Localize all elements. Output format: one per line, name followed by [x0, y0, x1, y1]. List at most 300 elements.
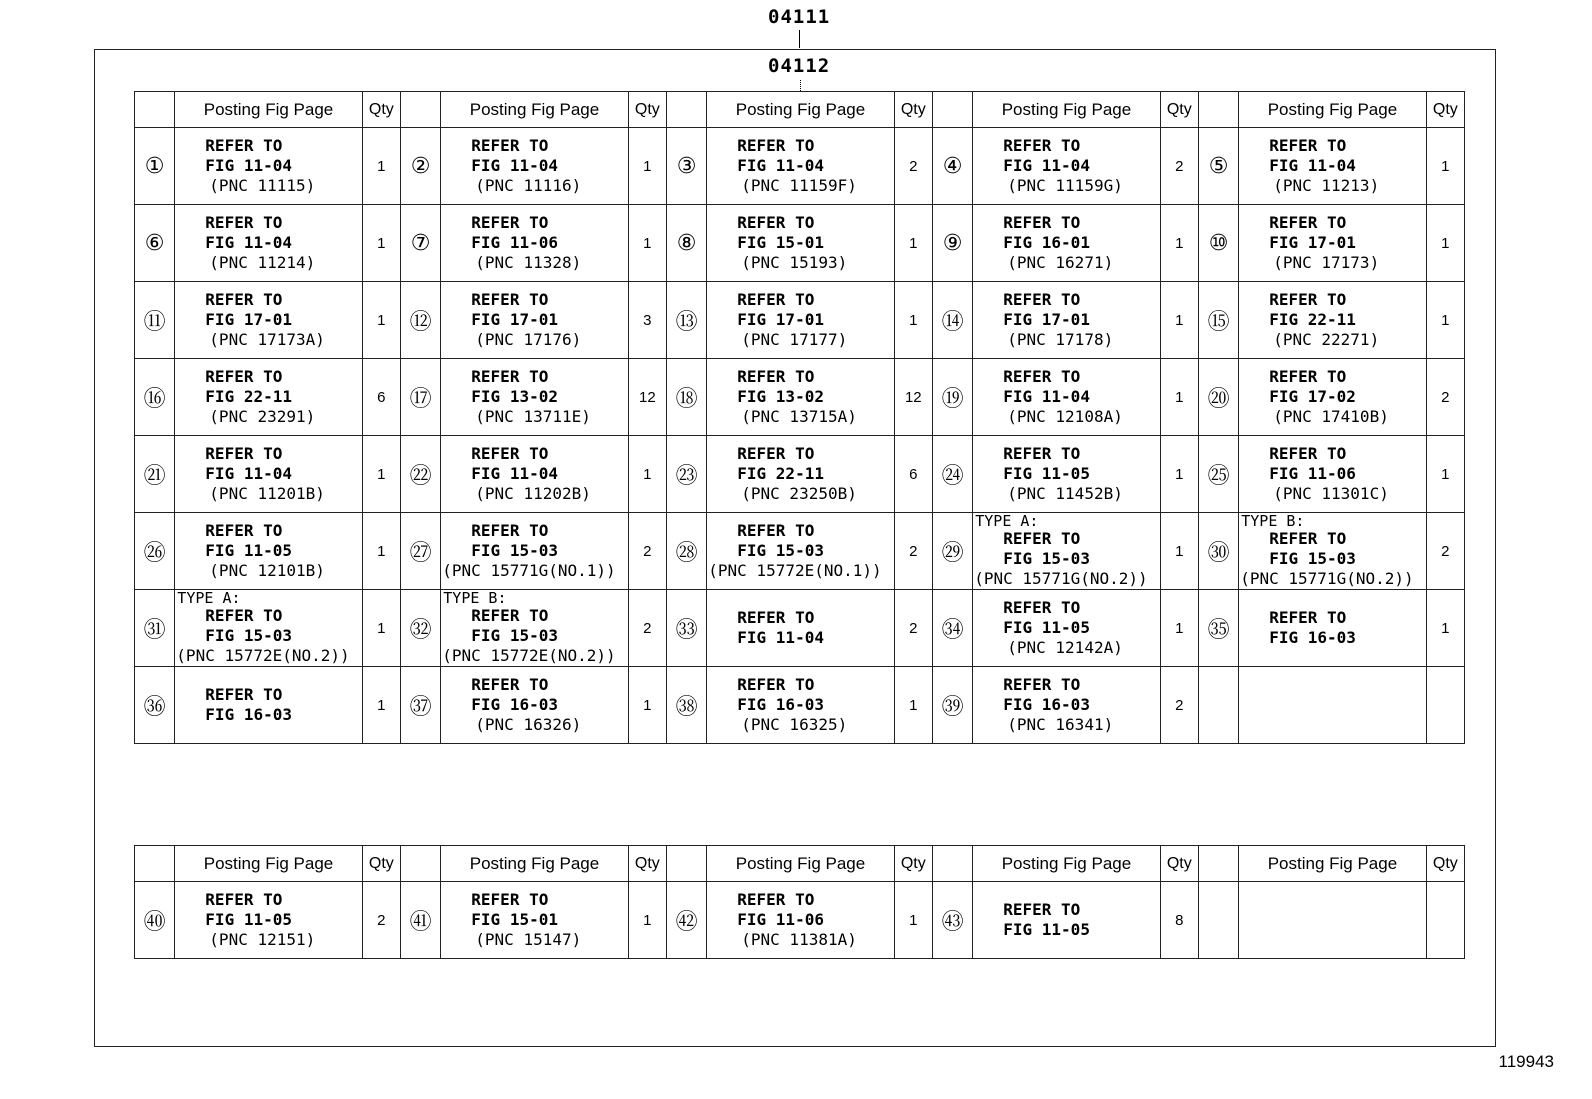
quantity: 1: [894, 882, 932, 959]
quantity: 2: [1426, 513, 1464, 590]
fig-reference: FIG 22-11: [1269, 310, 1356, 329]
posting-cell: [175, 359, 362, 436]
pnc-reference: (PNC 11214): [209, 253, 316, 272]
posting-cell: [973, 882, 1160, 959]
refer-to-label: REFER TO: [1003, 528, 1081, 548]
pnc-reference: (PNC 15193): [741, 253, 848, 272]
type-label: TYPE A:: [975, 512, 1039, 530]
posting-cell: [707, 882, 894, 959]
table-row: [135, 205, 1465, 282]
fig-reference: FIG 11-04: [737, 628, 824, 647]
quantity: 6: [362, 359, 400, 436]
refer-to-label: REFER TO: [737, 608, 815, 627]
header-qty: Qty: [1160, 92, 1198, 128]
item-number: ㉑: [135, 436, 175, 513]
fig-reference: FIG 11-04: [205, 464, 292, 483]
item-number: ㉖: [135, 513, 175, 590]
assembly-leader-line: [799, 30, 800, 48]
pnc-reference: (PNC 15771G(NO.2)): [1240, 568, 1414, 588]
pnc-reference: (PNC 13715A): [741, 407, 857, 426]
quantity: 1: [894, 282, 932, 359]
empty-cell: [1198, 667, 1238, 744]
header-num-cell: [932, 846, 972, 882]
item-number: ⑥: [135, 205, 175, 282]
item-number: ㉕: [1198, 436, 1238, 513]
fig-reference: FIG 22-11: [737, 464, 824, 483]
quantity: 6: [894, 436, 932, 513]
reference-table-main: [134, 91, 1465, 744]
header-posting: Posting Fig Page: [973, 846, 1160, 882]
refer-to-label: REFER TO: [205, 605, 283, 625]
header-qty: Qty: [362, 92, 400, 128]
quantity: 1: [1160, 436, 1198, 513]
pnc-reference: (PNC 11381A): [741, 930, 857, 949]
header-qty: Qty: [1426, 846, 1464, 882]
posting-cell: [441, 513, 628, 590]
posting-cell: [973, 590, 1160, 667]
item-number: ⑧: [666, 205, 706, 282]
assembly-code: 04111: [768, 6, 831, 28]
header-posting: Posting Fig Page: [707, 92, 894, 128]
header-num-cell: [666, 92, 706, 128]
item-number: ①: [135, 128, 175, 205]
refer-to-label: REFER TO: [1269, 213, 1347, 232]
posting-cell: [175, 667, 362, 744]
fig-reference: FIG 15-03: [471, 541, 558, 560]
fig-reference: FIG 15-01: [737, 233, 824, 252]
pnc-reference: (PNC 15147): [475, 930, 582, 949]
posting-cell: [441, 590, 628, 667]
header-posting: Posting Fig Page: [175, 846, 362, 882]
header-posting: Posting Fig Page: [1239, 92, 1426, 128]
posting-cell: [1239, 359, 1426, 436]
table-row: [135, 436, 1465, 513]
type-label: TYPE B:: [1241, 512, 1305, 530]
header-row: [135, 92, 1465, 128]
posting-cell: [441, 205, 628, 282]
table-row: [135, 359, 1465, 436]
posting-cell: [175, 513, 362, 590]
posting-cell: [1239, 205, 1426, 282]
header-num-cell: [1198, 846, 1238, 882]
refer-to-label: REFER TO: [737, 444, 815, 463]
fig-reference: FIG 13-02: [471, 387, 558, 406]
refer-to-label: REFER TO: [1003, 598, 1081, 617]
fig-reference: FIG 11-04: [205, 156, 292, 175]
refer-to-label: REFER TO: [1269, 444, 1347, 463]
quantity: 1: [628, 128, 666, 205]
posting-cell: [175, 590, 362, 667]
item-number: ㉙: [932, 513, 972, 590]
item-number: ⑯: [135, 359, 175, 436]
item-number: ㊸: [932, 882, 972, 959]
quantity: 1: [894, 205, 932, 282]
refer-to-label: REFER TO: [1003, 900, 1081, 919]
header-posting: Posting Fig Page: [1239, 846, 1426, 882]
item-number: ⑱: [666, 359, 706, 436]
quantity: 2: [894, 128, 932, 205]
fig-reference: FIG 11-06: [471, 233, 558, 252]
item-number: ㉘: [666, 513, 706, 590]
empty-cell: [1426, 667, 1464, 744]
header-num-cell: [666, 846, 706, 882]
item-number: ⑮: [1198, 282, 1238, 359]
fig-reference: FIG 11-06: [737, 910, 824, 929]
quantity: 1: [362, 436, 400, 513]
empty-cell: [1426, 882, 1464, 959]
pnc-reference: (PNC 11213): [1273, 176, 1380, 195]
posting-cell: [707, 205, 894, 282]
empty-cell: [1198, 882, 1238, 959]
fig-reference: FIG 16-03: [471, 695, 558, 714]
item-number: ㉞: [932, 590, 972, 667]
refer-to-label: REFER TO: [737, 521, 815, 540]
quantity: 2: [1160, 128, 1198, 205]
refer-to-label: REFER TO: [471, 444, 549, 463]
item-number: ④: [932, 128, 972, 205]
pnc-reference: (PNC 11159F): [741, 176, 857, 195]
quantity: 3: [628, 282, 666, 359]
posting-cell: [1239, 128, 1426, 205]
header-posting: Posting Fig Page: [175, 92, 362, 128]
quantity: 1: [1160, 282, 1198, 359]
quantity: 2: [628, 590, 666, 667]
posting-cell: [441, 882, 628, 959]
refer-to-label: REFER TO: [1269, 367, 1347, 386]
posting-cell: [175, 882, 362, 959]
header-qty: Qty: [628, 92, 666, 128]
pnc-reference: (PNC 15771G(NO.1)): [442, 561, 616, 580]
pnc-reference: (PNC 17177): [741, 330, 848, 349]
refer-to-label: REFER TO: [471, 675, 549, 694]
quantity: 1: [362, 513, 400, 590]
refer-to-label: REFER TO: [205, 136, 283, 155]
item-number: ⑨: [932, 205, 972, 282]
quantity: 1: [1426, 590, 1464, 667]
posting-cell: [973, 667, 1160, 744]
reference-table-extra: [134, 845, 1465, 959]
refer-to-label: REFER TO: [471, 213, 549, 232]
fig-reference: FIG 17-02: [1269, 387, 1356, 406]
posting-cell: [973, 205, 1160, 282]
refer-to-label: REFER TO: [1003, 290, 1081, 309]
pnc-reference: (PNC 17410B): [1273, 407, 1389, 426]
fig-reference: FIG 16-03: [205, 705, 292, 724]
header-posting: Posting Fig Page: [707, 846, 894, 882]
fig-reference: FIG 15-03: [471, 625, 558, 645]
item-number: ⑩: [1198, 205, 1238, 282]
item-number: ⑫: [400, 282, 440, 359]
pnc-reference: (PNC 23250B): [741, 484, 857, 503]
table-row: [135, 882, 1465, 959]
header-qty: Qty: [894, 92, 932, 128]
item-number: ㉔: [932, 436, 972, 513]
quantity: 2: [1426, 359, 1464, 436]
item-number: ㊳: [666, 667, 706, 744]
posting-cell: [973, 436, 1160, 513]
refer-to-label: REFER TO: [737, 213, 815, 232]
pnc-reference: (PNC 11201B): [209, 484, 325, 503]
table-row: [135, 128, 1465, 205]
item-number: ㉚: [1198, 513, 1238, 590]
posting-cell: [707, 436, 894, 513]
fig-reference: FIG 11-04: [205, 233, 292, 252]
pnc-reference: (PNC 12142A): [1007, 638, 1123, 657]
pnc-reference: (PNC 17176): [475, 330, 582, 349]
refer-to-label: REFER TO: [471, 521, 549, 540]
refer-to-label: REFER TO: [1269, 608, 1347, 627]
posting-cell: [441, 359, 628, 436]
refer-to-label: REFER TO: [205, 213, 283, 232]
sub-assembly-code: 04112: [768, 55, 831, 77]
pnc-reference: (PNC 11115): [209, 176, 316, 195]
quantity: 1: [1426, 205, 1464, 282]
pnc-reference: (PNC 23291): [209, 407, 316, 426]
item-number: ㊴: [932, 667, 972, 744]
posting-cell: [707, 128, 894, 205]
posting-cell: [973, 282, 1160, 359]
fig-reference: FIG 17-01: [205, 310, 292, 329]
quantity: 12: [628, 359, 666, 436]
item-number: ㉜: [400, 590, 440, 667]
fig-reference: FIG 16-01: [1003, 233, 1090, 252]
refer-to-label: REFER TO: [471, 367, 549, 386]
quantity: 1: [628, 667, 666, 744]
item-number: ㉓: [666, 436, 706, 513]
refer-to-label: REFER TO: [737, 890, 815, 909]
refer-to-label: REFER TO: [1269, 136, 1347, 155]
posting-cell: [707, 590, 894, 667]
refer-to-label: REFER TO: [205, 890, 283, 909]
figure-id: 119943: [1498, 1052, 1554, 1071]
fig-reference: FIG 11-04: [471, 156, 558, 175]
refer-to-label: REFER TO: [205, 290, 283, 309]
header-qty: Qty: [1426, 92, 1464, 128]
fig-reference: FIG 15-03: [1003, 548, 1090, 568]
header-qty: Qty: [1160, 846, 1198, 882]
posting-cell: [441, 128, 628, 205]
quantity: 8: [1160, 882, 1198, 959]
refer-to-label: REFER TO: [205, 444, 283, 463]
refer-to-label: REFER TO: [737, 136, 815, 155]
type-label: TYPE B:: [443, 589, 507, 607]
pnc-reference: (PNC 22271): [1273, 330, 1380, 349]
posting-cell: [175, 205, 362, 282]
quantity: 1: [1160, 590, 1198, 667]
fig-reference: FIG 17-01: [1269, 233, 1356, 252]
header-posting: Posting Fig Page: [441, 846, 628, 882]
quantity: 1: [1160, 359, 1198, 436]
refer-to-label: REFER TO: [471, 605, 549, 625]
posting-cell: [973, 128, 1160, 205]
item-number: ⑰: [400, 359, 440, 436]
posting-cell: [1239, 513, 1426, 590]
header-qty: Qty: [362, 846, 400, 882]
item-number: ㉟: [1198, 590, 1238, 667]
posting-cell: [707, 667, 894, 744]
header-posting: Posting Fig Page: [441, 92, 628, 128]
pnc-reference: (PNC 11328): [475, 253, 582, 272]
refer-to-label: REFER TO: [471, 890, 549, 909]
table-row: [135, 282, 1465, 359]
fig-reference: FIG 11-06: [1269, 464, 1356, 483]
refer-to-label: REFER TO: [1003, 444, 1081, 463]
posting-cell: [175, 128, 362, 205]
refer-to-label: REFER TO: [205, 521, 283, 540]
pnc-reference: (PNC 12151): [209, 930, 316, 949]
header-num-cell: [135, 92, 175, 128]
posting-cell: [175, 282, 362, 359]
table-row: [135, 590, 1465, 667]
refer-to-label: REFER TO: [1269, 528, 1347, 548]
pnc-reference: (PNC 16271): [1007, 253, 1114, 272]
pnc-reference: (PNC 11452B): [1007, 484, 1123, 503]
item-number: ㊶: [400, 882, 440, 959]
posting-cell: [973, 513, 1160, 590]
empty-cell: [1239, 882, 1426, 959]
quantity: 12: [894, 359, 932, 436]
refer-to-label: REFER TO: [1003, 367, 1081, 386]
refer-to-label: REFER TO: [471, 290, 549, 309]
item-number: ⑪: [135, 282, 175, 359]
quantity: 1: [1426, 128, 1464, 205]
quantity: 1: [362, 205, 400, 282]
fig-reference: FIG 11-05: [205, 541, 292, 560]
fig-reference: FIG 11-04: [1003, 156, 1090, 175]
table-row: [135, 667, 1465, 744]
posting-cell: [707, 359, 894, 436]
fig-reference: FIG 15-03: [737, 541, 824, 560]
header-num-cell: [400, 92, 440, 128]
posting-cell: [175, 436, 362, 513]
pnc-reference: (PNC 11202B): [475, 484, 591, 503]
pnc-reference: (PNC 17173): [1273, 253, 1380, 272]
refer-to-label: REFER TO: [1003, 675, 1081, 694]
fig-reference: FIG 16-03: [1269, 628, 1356, 647]
sub-assembly-leader-line: [800, 80, 801, 91]
fig-reference: FIG 17-01: [471, 310, 558, 329]
quantity: 1: [362, 590, 400, 667]
fig-reference: FIG 11-04: [1003, 387, 1090, 406]
pnc-reference: (PNC 15772E(NO.1)): [708, 561, 882, 580]
refer-to-label: REFER TO: [737, 675, 815, 694]
posting-cell: [1239, 590, 1426, 667]
fig-reference: FIG 11-04: [471, 464, 558, 483]
item-number: ②: [400, 128, 440, 205]
quantity: 1: [362, 128, 400, 205]
item-number: ㊱: [135, 667, 175, 744]
quantity: 1: [362, 282, 400, 359]
refer-to-label: REFER TO: [471, 136, 549, 155]
header-num-cell: [400, 846, 440, 882]
quantity: 1: [362, 667, 400, 744]
pnc-reference: (PNC 12108A): [1007, 407, 1123, 426]
pnc-reference: (PNC 13711E): [475, 407, 591, 426]
pnc-reference: (PNC 11116): [475, 176, 582, 195]
posting-cell: [441, 436, 628, 513]
quantity: 1: [1426, 436, 1464, 513]
fig-reference: FIG 17-01: [1003, 310, 1090, 329]
quantity: 2: [628, 513, 666, 590]
item-number: ㉗: [400, 513, 440, 590]
posting-cell: [1239, 436, 1426, 513]
fig-reference: FIG 16-03: [737, 695, 824, 714]
fig-reference: FIG 11-04: [1269, 156, 1356, 175]
refer-to-label: REFER TO: [205, 685, 283, 704]
quantity: 1: [1160, 205, 1198, 282]
empty-cell: [1239, 667, 1426, 744]
quantity: 2: [1160, 667, 1198, 744]
item-number: ㊲: [400, 667, 440, 744]
pnc-reference: (PNC 11159G): [1007, 176, 1123, 195]
header-num-cell: [1198, 92, 1238, 128]
quantity: 2: [894, 590, 932, 667]
posting-cell: [973, 359, 1160, 436]
item-number: ㊵: [135, 882, 175, 959]
fig-reference: FIG 15-03: [1269, 548, 1356, 568]
header-posting: Posting Fig Page: [973, 92, 1160, 128]
fig-reference: FIG 11-05: [1003, 464, 1090, 483]
pnc-reference: (PNC 16341): [1007, 715, 1114, 734]
refer-to-label: REFER TO: [205, 367, 283, 386]
refer-to-label: REFER TO: [737, 367, 815, 386]
item-number: ㉒: [400, 436, 440, 513]
header-row: [135, 846, 1465, 882]
item-number: ③: [666, 128, 706, 205]
pnc-reference: (PNC 15771G(NO.2)): [974, 568, 1148, 588]
quantity: 1: [628, 205, 666, 282]
fig-reference: FIG 15-03: [205, 625, 292, 645]
pnc-reference: (PNC 16325): [741, 715, 848, 734]
quantity: 1: [1160, 513, 1198, 590]
table-row: [135, 513, 1465, 590]
pnc-reference: (PNC 12101B): [209, 561, 325, 580]
fig-reference: FIG 22-11: [205, 387, 292, 406]
pnc-reference: (PNC 16326): [475, 715, 582, 734]
refer-to-label: REFER TO: [737, 290, 815, 309]
fig-reference: FIG 11-05: [1003, 920, 1090, 939]
item-number: ㉝: [666, 590, 706, 667]
fig-reference: FIG 11-05: [205, 910, 292, 929]
pnc-reference: (PNC 15772E(NO.2)): [176, 645, 350, 665]
fig-reference: FIG 11-05: [1003, 618, 1090, 637]
posting-cell: [441, 282, 628, 359]
refer-to-label: REFER TO: [1003, 136, 1081, 155]
pnc-reference: (PNC 17173A): [209, 330, 325, 349]
quantity: 2: [894, 513, 932, 590]
posting-cell: [441, 667, 628, 744]
fig-reference: FIG 17-01: [737, 310, 824, 329]
quantity: 2: [362, 882, 400, 959]
posting-cell: [707, 513, 894, 590]
quantity: 1: [628, 882, 666, 959]
fig-reference: FIG 16-03: [1003, 695, 1090, 714]
type-label: TYPE A:: [177, 589, 241, 607]
header-qty: Qty: [894, 846, 932, 882]
item-number: ⑭: [932, 282, 972, 359]
pnc-reference: (PNC 15772E(NO.2)): [442, 645, 616, 665]
item-number: ⑤: [1198, 128, 1238, 205]
quantity: 1: [628, 436, 666, 513]
header-qty: Qty: [628, 846, 666, 882]
fig-reference: FIG 15-01: [471, 910, 558, 929]
quantity: 1: [1426, 282, 1464, 359]
refer-to-label: REFER TO: [1003, 213, 1081, 232]
pnc-reference: (PNC 11301C): [1273, 484, 1389, 503]
fig-reference: FIG 11-04: [737, 156, 824, 175]
item-number: ⑦: [400, 205, 440, 282]
header-num-cell: [135, 846, 175, 882]
